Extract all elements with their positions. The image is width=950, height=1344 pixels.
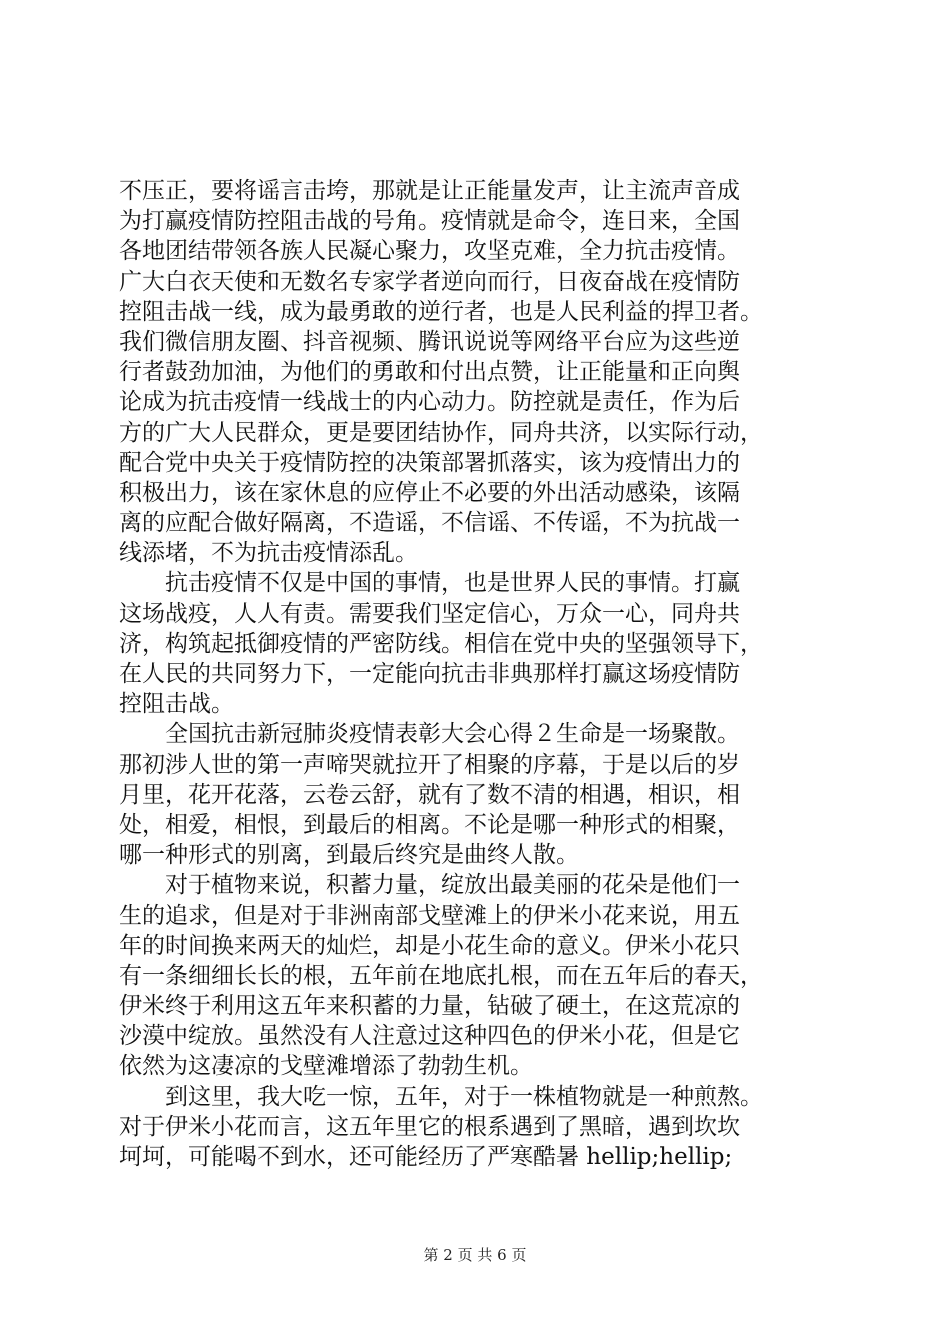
text-line: 全国抗击新冠肺炎疫情表彰大会心得２生命是一场聚散。 bbox=[119, 721, 740, 748]
text-line: 离的应配合做好隔离，不造谣，不信谣、不传谣，不为抗战一 bbox=[119, 510, 740, 537]
body-text bbox=[119, 176, 839, 1172]
page-number-footer: 第 2 页 共 6 页 bbox=[423, 1246, 527, 1264]
text-line: 在人民的共同努力下，一定能向抗击非典那样打赢这场疫情防 bbox=[119, 661, 740, 687]
text-line: 有一条细细长长的根，五年前在地底扎根，而在五年后的春天， bbox=[119, 962, 763, 989]
text-line: 积极出力，该在家休息的应停止不必要的外出活动感染，该隔 bbox=[119, 479, 740, 506]
text-line: 论成为抗击疫情一线战士的内心动力。防控就是责任，作为后 bbox=[119, 389, 740, 416]
text-line: 对于伊米小花而言，这五年里它的根系遇到了黑暗，遇到坎坎 bbox=[119, 1113, 740, 1140]
text-line: 那初涉人世的第一声啼哭就拉开了相聚的序幕，于是以后的岁 bbox=[119, 751, 740, 778]
text-line: 年的时间换来两天的灿烂，却是小花生命的意义。伊米小花只 bbox=[119, 932, 740, 959]
text-line: 配合党中央关于疫情防控的决策部署抓落实，该为疫情出力的 bbox=[119, 449, 740, 476]
text-line: 抗击疫情不仅是中国的事情，也是世界人民的事情。打赢 bbox=[119, 570, 740, 597]
text-line: 对于植物来说，积蓄力量，绽放出最美丽的花朵是他们一 bbox=[119, 872, 740, 899]
text-line: 到这里，我大吃一惊，五年，对于一株植物就是一种煎熬。 bbox=[119, 1083, 763, 1110]
text-line: 伊米终于利用这五年来积蓄的力量，钻破了硬土，在这荒凉的 bbox=[119, 993, 740, 1020]
text-line: 依然为这凄凉的戈壁滩增添了勃勃生机。 bbox=[119, 1053, 533, 1080]
text-line: 广大白衣天使和无数名专家学者逆向而行，日夜奋战在疫情防 bbox=[119, 268, 740, 295]
text-line: 线添堵，不为抗击疫情添乱。 bbox=[119, 540, 418, 567]
text-line: 哪一种形式的别离，到最后终究是曲终人散。 bbox=[119, 842, 579, 869]
text-line: 方的广大人民群众，更是要团结协作，同舟共济，以实际行动， bbox=[119, 419, 763, 446]
text-line: 不压正，要将谣言击垮，那就是让正能量发声，让主流声音成 bbox=[119, 178, 740, 204]
text-line: 为打赢疫情防控阻击战的号角。疫情就是命令，连日来，全国 bbox=[119, 208, 740, 235]
text-line: 济，构筑起抵御疫情的严密防线。相信在党中央的坚强领导下， bbox=[119, 630, 763, 657]
text-line: 我们微信朋友圈、抖音视频、腾讯说说等网络平台应为这些逆 bbox=[119, 328, 740, 355]
text-line: 行者鼓劲加油，为他们的勇敢和付出点赞，让正能量和正向舆 bbox=[119, 359, 740, 386]
text-line: 生的追求，但是对于非洲南部戈壁滩上的伊米小花来说，用五 bbox=[119, 902, 740, 929]
text-line: 各地团结带领各族人民凝心聚力，攻坚克难，全力抗击疫情。 bbox=[119, 238, 740, 265]
text-line: 控阻击战。 bbox=[119, 691, 234, 718]
text-line: 坷坷，可能喝不到水，还可能经历了严寒酷暑 hellip;hellip; bbox=[119, 1144, 733, 1170]
text-line: 沙漠中绽放。虽然没有人注意过这种四色的伊米小花，但是它 bbox=[119, 1023, 740, 1050]
text-line: 控阻击战一线，成为最勇敢的逆行者，也是人民利益的捍卫者。 bbox=[119, 298, 763, 325]
text-line: 月里，花开花落，云卷云舒，就有了数不清的相遇，相识，相 bbox=[119, 781, 740, 808]
text-line: 这场战疫，人人有责。需要我们坚定信心，万众一心，同舟共 bbox=[119, 600, 740, 627]
text-line: 处，相爱，相恨，到最后的相离。不论是哪一种形式的相聚， bbox=[119, 811, 740, 838]
